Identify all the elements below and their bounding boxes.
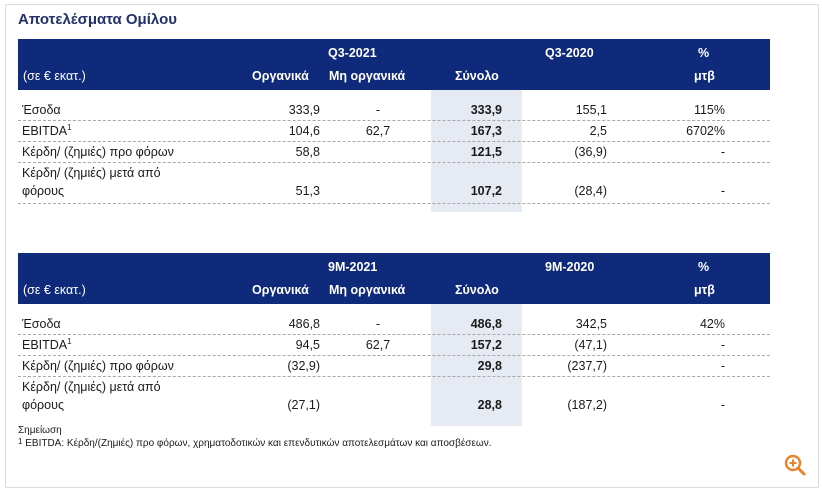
value-organic: 94,5: [295, 338, 320, 352]
value-prev: (187,2): [567, 398, 607, 412]
header-period-main: Q3-2021: [328, 46, 377, 60]
table-row: [18, 356, 770, 377]
value-organic: 333,9: [288, 103, 320, 117]
header-unit-label: (σε € εκατ.): [23, 69, 86, 83]
value-total: 486,8: [470, 317, 502, 331]
row-label: [22, 124, 72, 138]
value-prev: 2,5: [589, 124, 607, 138]
row-label: Έσοδα: [22, 317, 61, 331]
row-label: Κέρδη/ (ζημιές) προ φόρων: [22, 145, 174, 159]
value-nonorganic: -: [375, 317, 381, 331]
value-pct: 115%: [693, 103, 725, 117]
header-period-main: 9M-2021: [328, 260, 378, 274]
table-row: [18, 377, 770, 417]
value-organic: 58,8: [295, 145, 320, 159]
value-organic: 51,3: [295, 184, 320, 198]
zoom-in-icon[interactable]: [783, 453, 807, 477]
row-label-text: EBITDA: [22, 124, 68, 138]
value-total: 107,2: [470, 184, 502, 198]
page-title: Αποτελέσματα Ομίλου: [18, 11, 177, 28]
table-row: [18, 100, 770, 121]
results-table-q3: [18, 39, 770, 204]
value-organic: (32,9): [287, 359, 320, 373]
header-col-organic: Οργανικά: [252, 283, 309, 297]
footnote-mark: 1: [18, 437, 23, 446]
value-organic: 486,8: [288, 317, 320, 331]
row-label: Κέρδη/ (ζημιές) μετά από: [22, 380, 161, 394]
value-prev: (47,1): [574, 338, 607, 352]
table-row: [18, 163, 770, 204]
table-header: [18, 39, 770, 90]
header-period-prev: Q3-2020: [545, 46, 594, 60]
value-total: 157,2: [470, 338, 502, 352]
value-organic: (27,1): [287, 398, 320, 412]
header-period-prev: 9M-2020: [545, 260, 595, 274]
value-prev: 155,1: [575, 103, 607, 117]
header-col-nonorganic: Μη οργανικά: [329, 69, 406, 83]
value-nonorganic: -: [375, 103, 381, 117]
value-pct: -: [720, 398, 725, 412]
value-pct: -: [720, 145, 725, 159]
value-pct: 42%: [699, 317, 725, 331]
value-total: 28,8: [477, 398, 502, 412]
row-label-text: EBITDA: [22, 338, 68, 352]
value-total: 167,3: [470, 124, 502, 138]
value-prev: (237,7): [567, 359, 607, 373]
footnote-text: EBITDA: Κέρδη/(Ζημιές) προ φόρων, χρηματοδοτικών και επενδυτικών αποτελεσμάτων και αποσβέσεων.: [22, 438, 492, 449]
header-col-total: Σύνολο: [455, 69, 499, 83]
value-pct: -: [720, 338, 725, 352]
row-label-line2: φόρους: [22, 184, 64, 198]
value-nonorganic: 62,7: [365, 124, 391, 138]
row-label: Κέρδη/ (ζημιές) προ φόρων: [22, 359, 174, 373]
row-label: Έσοδα: [22, 103, 61, 117]
header-col-nonorganic: Μη οργανικά: [329, 283, 406, 297]
value-nonorganic: 62,7: [365, 338, 391, 352]
header-pct-symbol: %: [698, 46, 710, 60]
value-pct: 6702%: [686, 124, 725, 138]
header-pct-symbol: %: [698, 260, 710, 274]
results-table-9m: [18, 253, 770, 417]
table-row: [18, 314, 770, 335]
row-label-line2: φόρους: [22, 398, 64, 412]
header-col-pct: μτβ: [694, 69, 715, 83]
value-prev: (28,4): [574, 184, 607, 198]
row-label: [22, 338, 72, 352]
value-organic: 104,6: [288, 124, 320, 138]
footnote-ref: 1: [67, 337, 72, 346]
header-col-organic: Οργανικά: [252, 69, 309, 83]
table-row: [18, 121, 770, 142]
notes-heading: Σημείωση: [18, 425, 62, 436]
footnote: [18, 438, 492, 449]
value-total: 29,8: [477, 359, 502, 373]
table-row: [18, 142, 770, 163]
header-unit-label: (σε € εκατ.): [23, 283, 86, 297]
value-total: 121,5: [470, 145, 502, 159]
value-prev: 342,5: [575, 317, 607, 331]
value-pct: -: [720, 359, 725, 373]
value-prev: (36,9): [574, 145, 607, 159]
value-pct: -: [720, 184, 725, 198]
table-header: [18, 253, 770, 304]
header-col-pct: μτβ: [694, 283, 715, 297]
header-col-total: Σύνολο: [455, 283, 499, 297]
row-label: Κέρδη/ (ζημιές) μετά από: [22, 166, 161, 180]
footnote-ref: 1: [67, 123, 72, 132]
value-total: 333,9: [470, 103, 502, 117]
table-row: [18, 335, 770, 356]
